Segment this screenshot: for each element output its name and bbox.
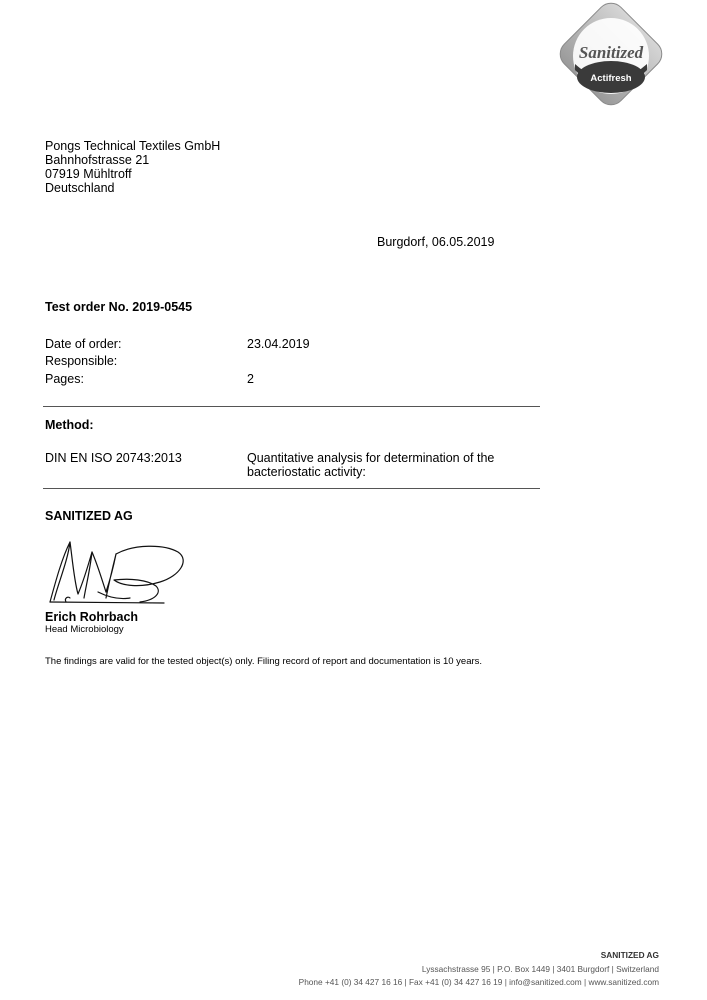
date-of-order-label: Date of order: xyxy=(45,337,122,351)
logo-brand-text: Sanitized xyxy=(578,43,644,62)
findings-note: The findings are valid for the tested object(s) only. Filing record of report and documentation is 10 years. xyxy=(45,656,483,667)
recipient-street: Bahnhofstrasse 21 xyxy=(45,153,150,167)
footer-company: SANITIZED AG xyxy=(600,950,659,960)
responsible-label: Responsible: xyxy=(45,354,118,368)
sanitized-logo xyxy=(553,0,669,117)
recipient-city: 07919 Mühltroff xyxy=(45,167,132,181)
method-description: Quantitative analysis for determination of the bacteriostatic activity: xyxy=(247,451,495,479)
method-heading: Method: xyxy=(45,418,94,432)
signer-name: Erich Rohrbach xyxy=(45,610,139,624)
recipient-country: Deutschland xyxy=(45,181,115,195)
pages-label: Pages: xyxy=(45,372,84,386)
pages-value: 2 xyxy=(247,372,254,386)
recipient-address xyxy=(45,139,220,195)
recipient-company: Pongs Technical Textiles GmbH xyxy=(45,139,221,153)
company-name: SANITIZED AG xyxy=(45,509,133,523)
place-date: Burgdorf, 06.05.2019 xyxy=(377,235,495,249)
handwritten-signature xyxy=(44,536,194,613)
divider-bottom xyxy=(43,488,540,489)
footer-contact: Phone +41 (0) 34 427 16 16 | Fax +41 (0) 34 427 16 19 | info@sanitized.com | www.sanitized.com xyxy=(298,977,659,987)
logo-sub-text: Actifresh xyxy=(590,73,632,84)
signer-title: Head Microbiology xyxy=(45,624,124,635)
method-standard: DIN EN ISO 20743:2013 xyxy=(45,451,182,465)
divider-top xyxy=(43,406,540,407)
footer-address: Lyssachstrasse 95 | P.O. Box 1449 | 3401 Burgdorf | Switzerland xyxy=(421,963,659,974)
date-of-order-value: 23.04.2019 xyxy=(247,337,310,351)
order-title: Test order No. 2019-0545 xyxy=(45,300,193,314)
footer xyxy=(299,949,659,990)
